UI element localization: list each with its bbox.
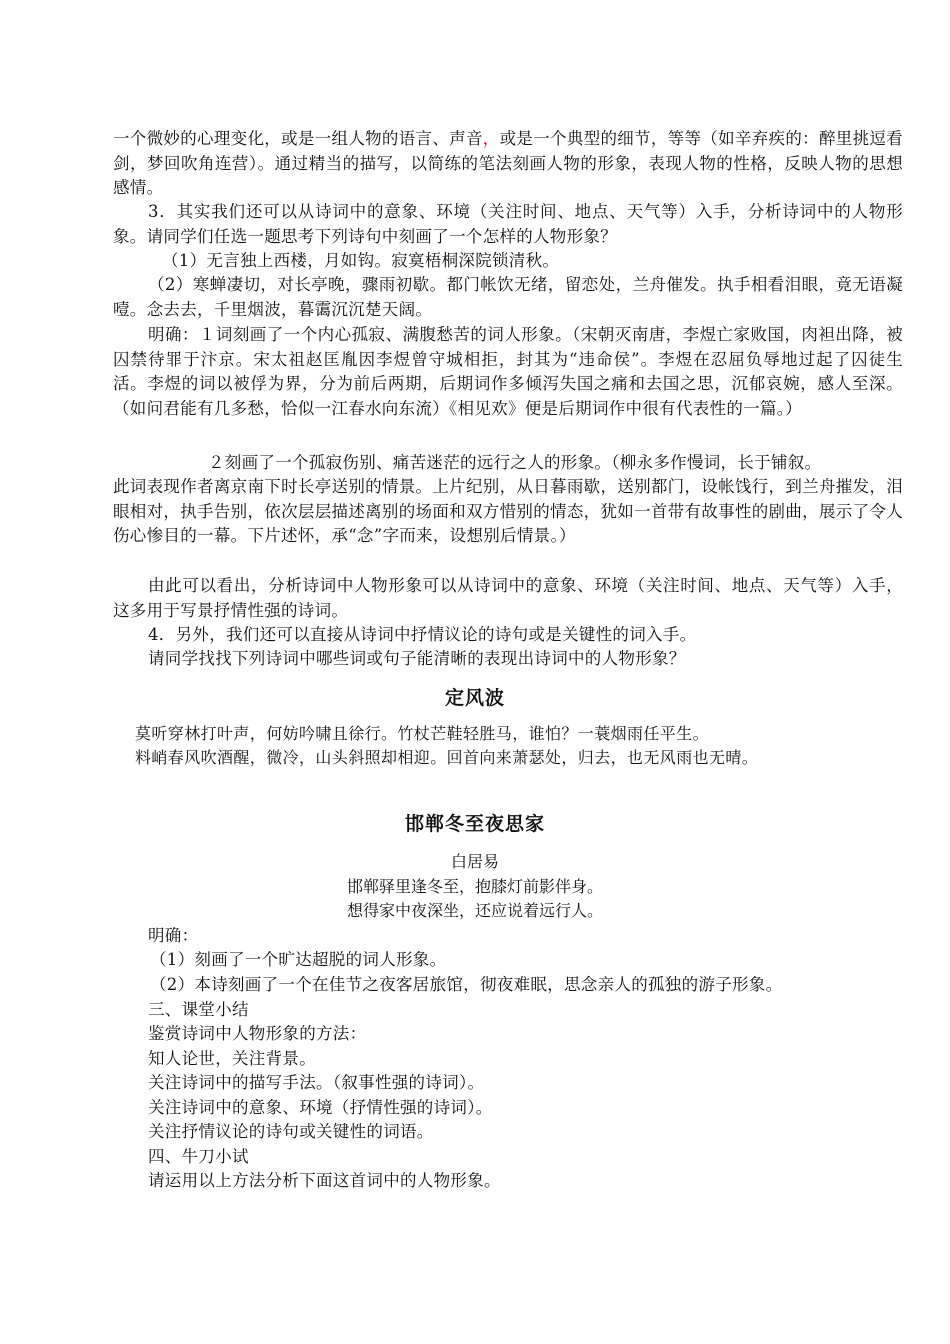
- method-2: 关注诗词中的描写手法。（叙事性强的诗词）。: [148, 1073, 485, 1092]
- poem-2-title: 邯郸冬至夜思家: [404, 813, 545, 835]
- answer-1-paragraph: 明确：１词刻画了一个内心孤寂、满腹愁苦的词人形象。（宋朝灭南唐，李煜亡家败国，肉袒出降，被囚禁待罪于汴京。宋太祖赵匡胤因李煜曾守城相拒，封其为“违命侯”。李煜在忍屈负辱地过起了囚徒生活。李煜的词以被俘为界，分为前后两期，后期词作多倾泻失国之痛和去国之思，沉郁哀婉，感人至深。（如问君能有几多愁，恰似一江春水向东流）《相见欢》便是后期词作中很有代表性的一篇。）: [113, 325, 903, 418]
- poem-2-line-2: 想得家中夜深坐，还应说着远行人。: [346, 901, 603, 920]
- section-4-heading: 四、牛刀小试: [148, 1147, 249, 1166]
- answer-2-first-line: ２刻画了一个孤寂伤别、痛苦迷茫的远行之人的形象。（柳永多作慢词，长于铺叙。: [208, 453, 822, 472]
- method-4: 关注抒情议论的诗句或关键性的词语。: [148, 1122, 434, 1141]
- poem-1-title: 定风波: [444, 687, 505, 709]
- methods-title: 鉴赏诗词中人物形象的方法：: [148, 1024, 367, 1043]
- intro-paragraph: [113, 127, 903, 201]
- question-2: （2）寒蝉凄切，对长亭晚，骤雨初歇。都门帐饮无绪，留恋处，兰舟催发。执手相看泪眼，竟无语凝噎。念去去，千里烟波，暮霭沉沉楚天阔。: [113, 275, 903, 319]
- poem-2-line-1: 邯郸驿里逢冬至，抱膝灯前影伴身。: [346, 877, 603, 896]
- intro-text-part1: 一个微妙的心理变化，或是一组人物的语言、声音: [113, 129, 483, 148]
- red-comma-mark: ，: [482, 129, 500, 148]
- poem-1-line-2: 料峭春风吹酒醒，微冷，山头斜照却相迎。回首向来萧瑟处，归去，也无风雨也无晴。: [135, 748, 759, 767]
- point-3-paragraph: 3．其实我们还可以从诗词中的意象、环境（关注时间、地点、天气等）入手，分析诗词中的人物形象。请同学们任选一题思考下列诗句中刻画了一个怎样的人物形象？: [113, 202, 903, 246]
- intro-text-part2: 或是一个典型的细节，等等（如辛弃疾的：醉里挑逗看剑，梦回吹角连营）。通过精当的描写，以简练的笔法刻画人物的形象，表现人物的性格，反映人物的思想感情。: [113, 129, 903, 197]
- clarify-answer-1: （1）刻画了一个旷达超脱的词人形象。: [150, 950, 447, 969]
- ask-line: 请同学找找下列诗词中哪些词或句子能清晰的表现出诗词中的人物形象？: [148, 649, 686, 668]
- method-3: 关注诗词中的意象、环境（抒情性强的诗词）。: [148, 1098, 493, 1117]
- poem-1-line-1: 莫听穿林打叶声，何妨吟啸且徐行。竹杖芒鞋轻胜马，谁怕？一蓑烟雨任平生。: [135, 724, 710, 743]
- clarify-label: 明确：: [148, 926, 199, 945]
- question-1: （1）无言独上西楼，月如钩。寂寞梧桐深院锁清秋。: [162, 251, 560, 270]
- answer-2-paragraph: 此词表现作者离京南下时长亭送别的情景。上片纪别，从日暮雨歇，送别都门，设帐饯行，到兰舟摧发，泪眼相对，执手告别，依次层层描述离别的场面和双方惜别的情态，犹如一首带有故事性的剧曲，展示了令人伤心惨目的一幕。下片述怀，承“念”字而来，设想别后情景。）: [113, 477, 903, 545]
- method-1: 知人论世，关注背景。: [148, 1049, 316, 1068]
- section-4-instruction: 请运用以上方法分析下面这首词中的人物形象。: [148, 1171, 501, 1190]
- summary-paragraph: 由此可以看出，分析诗词中人物形象可以从诗词中的意象、环境（关注时间、地点、天气等）入手，这多用于写景抒情性强的诗词。: [113, 576, 903, 620]
- clarify-answer-2: （2）本诗刻画了一个在佳节之夜客居旅馆，彻夜难眠，思念亲人的孤独的游子形象。: [150, 975, 783, 994]
- poem-2-author: 白居易: [450, 852, 499, 871]
- section-3-heading: 三、课堂小结: [148, 1000, 249, 1019]
- point-4-line: 4．另外，我们还可以直接从诗词中抒情议论的诗句或是关键性的词入手。: [148, 625, 697, 644]
